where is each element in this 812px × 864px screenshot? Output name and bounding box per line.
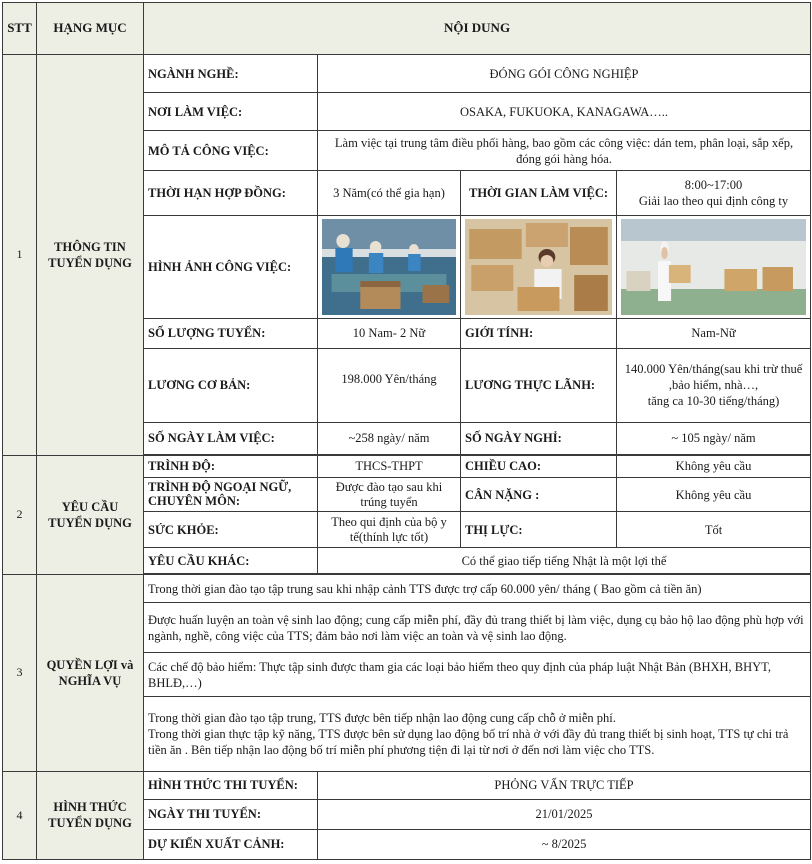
net-salary-line1: 140.000 Yên/tháng(sau khi trừ thuế ,bảo hiểm, nhà…, [624, 362, 803, 393]
other-requirements-label: YÊU CẦU KHÁC: [144, 548, 318, 574]
section-3-number: 3 [3, 575, 37, 771]
worktime-value [617, 171, 811, 216]
contract-value: 3 Năm(có thể gia hạn) [318, 171, 461, 216]
benefit-housing-internship: Trong thời gian thực tập kỹ năng, TTS được bên sử dụng lao động bố trí nhà ở với đầy đủ trang thiết bị sinh hoạt, TTS tự chi trả tiền ăn . Bên tiếp nhận lao động bố trí miễn phí phương tiện đi lại từ nơi ở đến nơi làm việc cho TTS. [148, 727, 789, 758]
section-1-number: 1 [3, 55, 37, 456]
worktime-hours: 8:00~17:00 [684, 178, 743, 193]
quantity-label: SỐ LƯỢNG TUYỂN: [144, 318, 318, 348]
exam-date-label: NGÀY THI TUYỂN: [144, 799, 318, 829]
height-label: CHIỀU CAO: [461, 455, 617, 477]
header-category: HẠNG MỤC [37, 3, 144, 55]
other-requirements-value: Có thể giao tiếp tiếng Nhật là một lợi thế [318, 548, 811, 574]
gender-label: GIỚI TÍNH: [461, 318, 617, 348]
worktime-label: THỜI GIAN LÀM VIỆC: [461, 171, 617, 216]
exam-date-value: 21/01/2025 [318, 799, 811, 829]
net-salary-line2: tăng ca 10-30 tiếng/tháng) [647, 394, 780, 409]
row-exam-form [3, 771, 811, 799]
header-stt: STT [3, 3, 37, 55]
packing-worker-photo [465, 219, 612, 315]
weight-label: CÂN NẶNG : [461, 478, 617, 512]
place-value: OSAKA, FUKUOKA, KANAGAWA….. [318, 93, 811, 131]
description-value: Làm việc tại trung tâm điều phối hàng, bao gồm các công việc: dán tem, phân loại, sắp xếp, đóng gói hàng hóa. [318, 131, 811, 171]
workdays-label: SỐ NGÀY LÀM VIỆC: [144, 422, 318, 454]
row-education [3, 455, 811, 477]
recruitment-table [2, 2, 811, 860]
exam-form-label: HÌNH THỨC THI TUYỂN: [144, 771, 318, 799]
section-4-title: HÌNH THỨC TUYỂN DỤNG [37, 771, 144, 859]
departure-value: ~ 8/2025 [318, 829, 811, 859]
header-content: NỘI DUNG [144, 3, 811, 55]
photo-2-cell [461, 216, 617, 318]
vision-value: Tốt [617, 512, 811, 548]
section-2-number: 2 [3, 455, 37, 574]
warehouse-worker-photo [621, 219, 806, 315]
offdays-label: SỐ NGÀY NGHỈ: [461, 422, 617, 454]
row-job [3, 55, 811, 93]
section-2-title: YÊU CẦU TUYỂN DỤNG [37, 455, 144, 574]
photo-1-cell [318, 216, 461, 318]
benefit-safety-training: Được huấn luyện an toàn vệ sinh lao động; cung cấp miễn phí, đầy đủ trang thiết bị làm việc, dụng cụ bảo hộ lao động phù hợp với ngành, nghề, công việc của TTS; đảm bảo nơi làm việc an toàn và vệ sinh lao động. [144, 603, 811, 653]
offdays-value: ~ 105 ngày/ năm [617, 422, 811, 454]
health-value: Theo qui định của bộ y tế(thính lực tốt) [318, 512, 461, 548]
factory-line-photo [322, 219, 456, 315]
section-4-number: 4 [3, 771, 37, 859]
header-row [3, 3, 811, 55]
place-label: NƠI LÀM VIỆC: [144, 93, 318, 131]
weight-value: Không yêu cầu [617, 478, 811, 512]
language-value: Được đào tạo sau khi trúng tuyển [318, 478, 461, 512]
height-value: Không yêu cầu [617, 455, 811, 477]
exam-form-value: PHỎNG VẤN TRỰC TIẾP [318, 771, 811, 799]
net-salary-label: LƯƠNG THỰC LÃNH: [461, 348, 617, 422]
benefit-housing [144, 697, 811, 771]
row-benefit-1 [3, 575, 811, 603]
salary-value: 198.000 Yên/tháng [318, 348, 461, 422]
section-3-title: QUYỀN LỢI và NGHĨA VỤ [37, 575, 144, 771]
job-value: ĐÓNG GÓI CÔNG NGHIỆP [318, 55, 811, 93]
images-label: HÌNH ẢNH CÔNG VIỆC: [144, 216, 318, 318]
worktime-break: Giải lao theo qui định công ty [638, 194, 789, 209]
quantity-value: 10 Nam- 2 Nữ [318, 318, 461, 348]
vision-label: THỊ LỰC: [461, 512, 617, 548]
education-label: TRÌNH ĐỘ: [144, 455, 318, 477]
education-value: THCS-THPT [318, 455, 461, 477]
section-1-title: THÔNG TIN TUYỂN DỤNG [37, 55, 144, 456]
gender-value: Nam-Nữ [617, 318, 811, 348]
salary-label: LƯƠNG CƠ BẢN: [144, 348, 318, 422]
benefit-housing-training: Trong thời gian đào tạo tập trung, TTS được bên tiếp nhận lao động cung cấp chỗ ở miễn phí. [148, 711, 616, 726]
language-label: TRÌNH ĐỘ NGOẠI NGỮ, CHUYÊN MÔN: [144, 478, 318, 512]
health-label: SỨC KHỎE: [144, 512, 318, 548]
description-label: MÔ TẢ CÔNG VIỆC: [144, 131, 318, 171]
job-label: NGÀNH NGHỀ: [144, 55, 318, 93]
photo-3-cell [617, 216, 811, 318]
benefit-allowance: Trong thời gian đào tạo tập trung sau khi nhập cảnh TTS được trợ cấp 60.000 yên/ tháng ( Bao gồm cả tiền ăn) [144, 575, 811, 603]
net-salary-value [617, 348, 811, 422]
benefit-insurance: Các chế độ bảo hiểm: Thực tập sinh được tham gia các loại bảo hiểm theo quy định của pháp luật Nhật Bản (BHXH, BHYT, BHLĐ,…) [144, 653, 811, 697]
workdays-value: ~258 ngày/ năm [318, 422, 461, 454]
departure-label: DỰ KIẾN XUẤT CẢNH: [144, 829, 318, 859]
contract-label: THỜI HẠN HỢP ĐỒNG: [144, 171, 318, 216]
